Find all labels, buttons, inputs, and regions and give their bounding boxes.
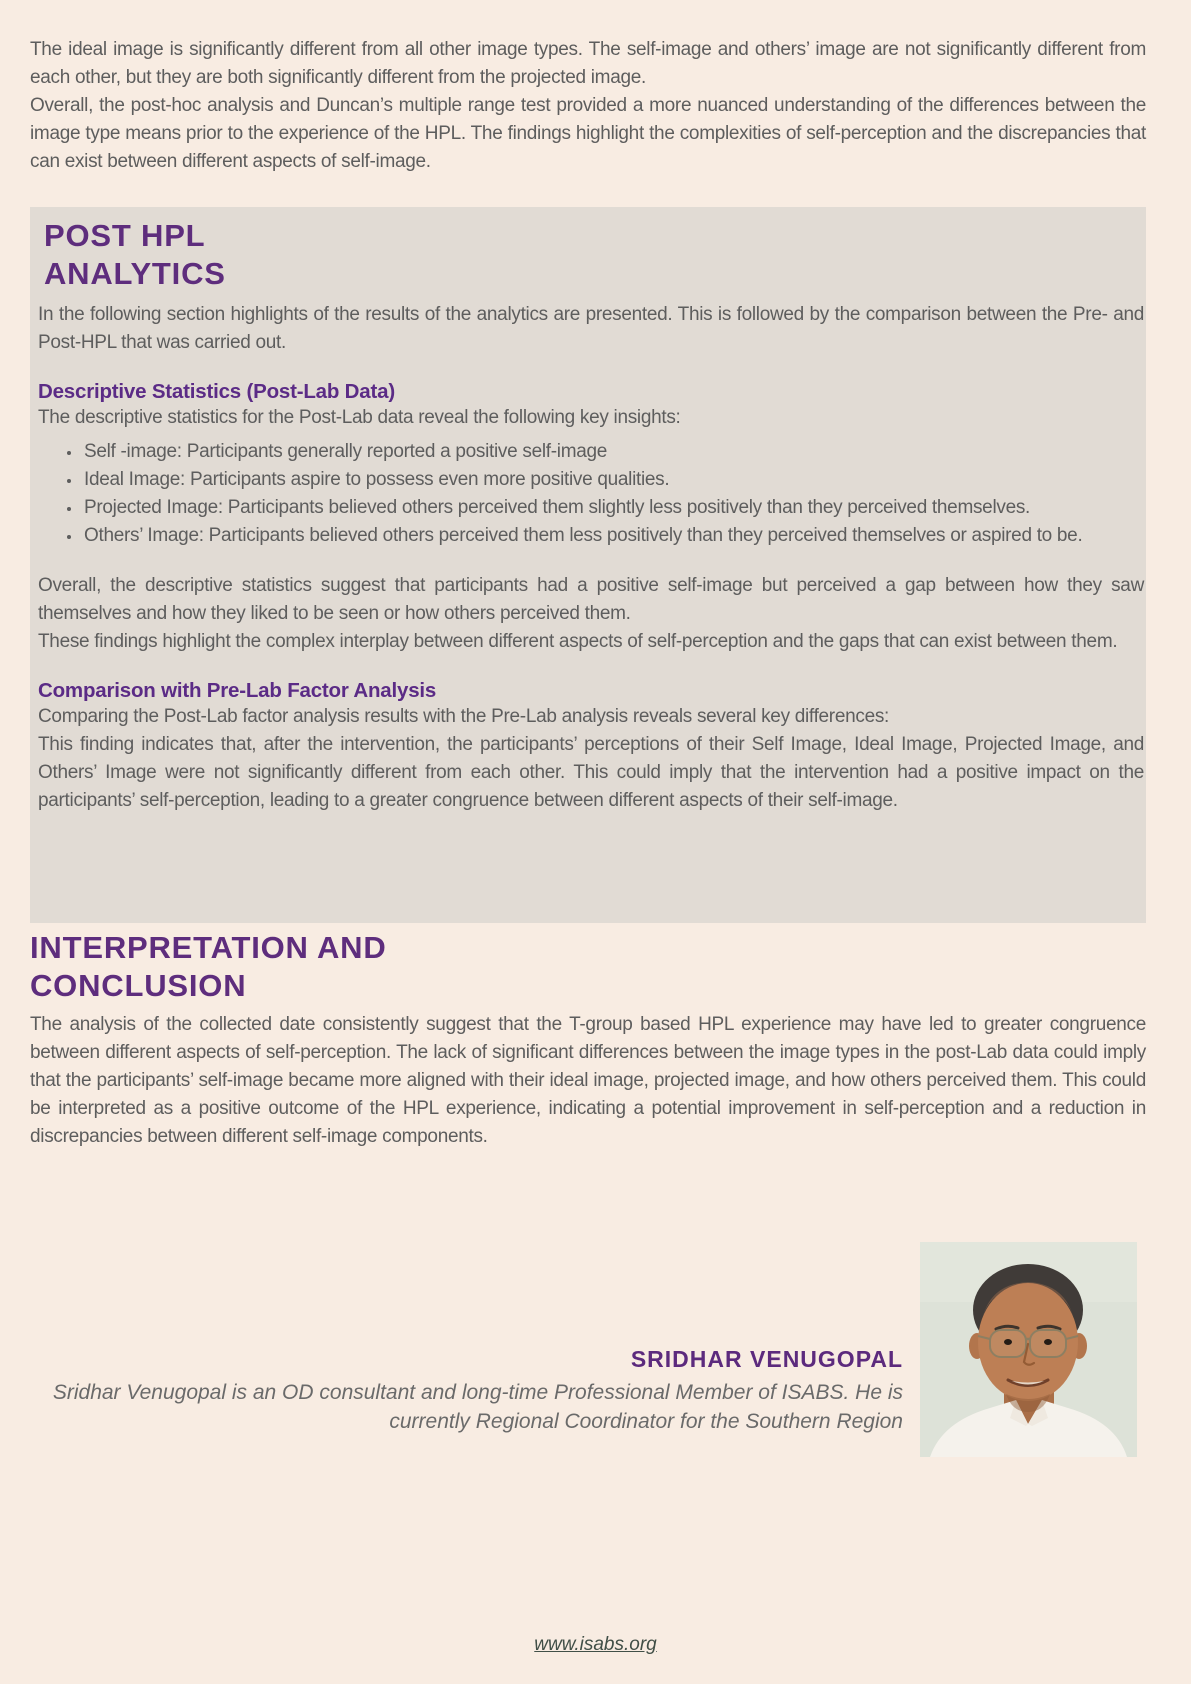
list-item: • Ideal Image: Participants aspire to possess even more positive qualities. — [82, 466, 1144, 494]
descriptive-statistics-heading: Descriptive Statistics (Post-Lab Data) — [38, 380, 395, 403]
heading-line-2: CONCLUSION — [30, 968, 247, 1003]
post-hpl-analytics-section — [30, 207, 1146, 923]
footer — [0, 1634, 1191, 1656]
author-bio-line-1: Sridhar Venugopal is an OD consultant and long-time Professional Member of ISABS. He is — [52, 1381, 903, 1404]
list-item: • Projected Image: Participants believed others perceived them slightly less positively than they perceived themselves. — [82, 494, 1144, 522]
heading-line-1: POST HPL — [44, 218, 206, 253]
intro-section — [30, 36, 1146, 176]
website-link[interactable]: www.isabs.org — [534, 1634, 657, 1655]
post-hpl-analytics-heading — [44, 217, 1144, 293]
author-bio-line-2: currently Regional Coordinator for the Southern Region — [389, 1410, 903, 1433]
comparison-paragraph-2: This finding indicates that, after the intervention, the participants’ perceptions of their Self Image, Ideal Image, Projected Image, and Others’ Image were not significantly different from each other. This could imply that the intervention had a positive impact on the participants’ self-perception, leading to a greater congruence between different aspects of their self-image. — [38, 734, 1144, 811]
conclusion-paragraph: The analysis of the collected date consistently suggest that the T-group based HPL experience may have led to greater congruence between different aspects of self-perception. The lack of significant differences between the image types in the post-Lab data could imply that the participants’ self-image became more aligned with their ideal image, projected image, and how others perceived them. This could be interpreted as a positive outcome of the HPL experience, indicating a potential improvement in self-perception and a reduction in discrepancies between different self-image components. — [30, 1014, 1146, 1147]
portrait-photo — [920, 1242, 1137, 1457]
heading-line-1: INTERPRETATION AND — [30, 930, 387, 965]
author-block — [10, 1346, 903, 1436]
intro-paragraph-1: The ideal image is significantly different from all other image types. The self-image and others’ image are not significantly different from each other, but they are both significantly different from the projected image. — [30, 39, 1146, 88]
list-item: • Self -image: Participants generally reported a positive self-image — [82, 438, 1144, 466]
descriptive-summary-paragraph-1: Overall, the descriptive statistics suggest that participants had a positive self-image but perceived a gap between how they saw themselves and how they liked to be seen or how others perceived them. — [38, 575, 1144, 624]
intro-paragraph-2: Overall, the post-hoc analysis and Duncan’s multiple range test provided a more nuanced understanding of the differences between the image type means prior to the experience of the HPL. The findings highlight the complexities of self-perception and the discrepancies that can exist between different aspects of self-image. — [30, 95, 1146, 172]
list-item: • Others’ Image: Participants believed others perceived them less positively than they perceived themselves or aspired to be. — [82, 522, 1144, 550]
author-photo — [920, 1242, 1137, 1457]
author-name: SRIDHAR VENUGOPAL — [630, 1346, 903, 1372]
analytics-intro-paragraph: In the following section highlights of the results of the analytics are presented. This is followed by the comparison between the Pre- and Post-HPL that was carried out. — [38, 304, 1144, 353]
heading-line-2: ANALYTICS — [44, 256, 226, 291]
key-insights-list — [38, 438, 1144, 550]
comparison-paragraph-1: Comparing the Post-Lab factor analysis results with the Pre-Lab analysis reveals several key differences: — [38, 706, 890, 727]
descriptive-summary-paragraph-2: These findings highlight the complex interplay between different aspects of self-perception and the gaps that can exist between them. — [38, 631, 1118, 652]
descriptive-statistics-lead: The descriptive statistics for the Post-Lab data reveal the following key insights: — [38, 407, 681, 428]
author-bio — [10, 1378, 903, 1436]
comparison-heading: Comparison with Pre-Lab Factor Analysis — [38, 679, 437, 702]
interpretation-conclusion-section — [30, 929, 1146, 1151]
interpretation-conclusion-heading — [30, 929, 1146, 1005]
